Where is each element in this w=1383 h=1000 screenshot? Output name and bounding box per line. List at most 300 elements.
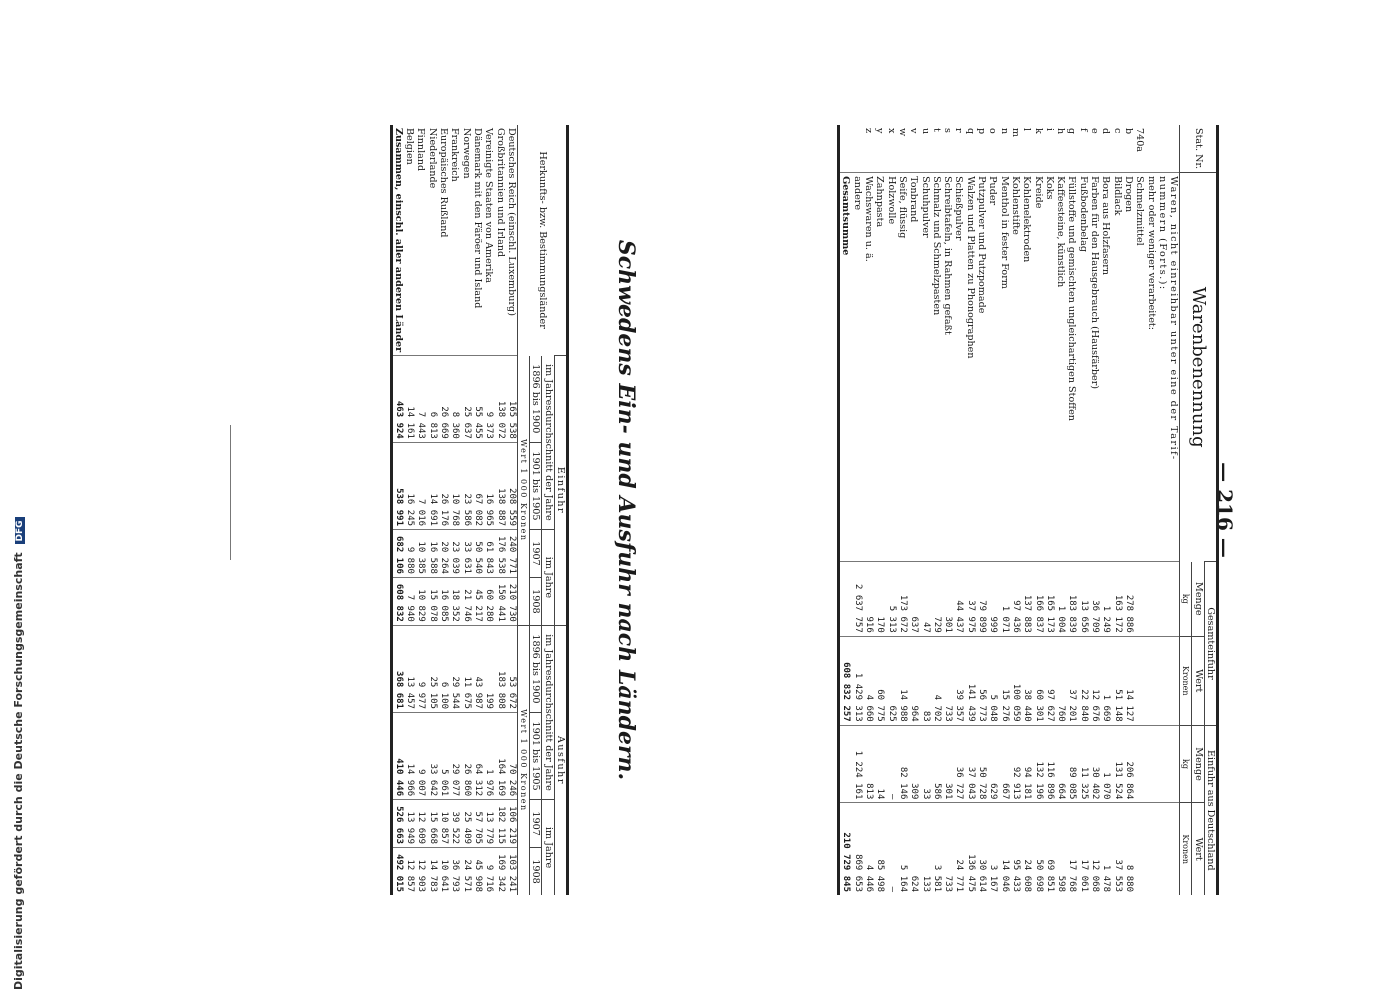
value-a1: 13 457 bbox=[404, 625, 415, 712]
value-e3: 33 631 bbox=[460, 530, 471, 578]
ware-name: Drogen bbox=[1123, 173, 1134, 562]
value-a3: 25 409 bbox=[460, 800, 471, 848]
table-row bbox=[998, 125, 1009, 895]
menge-de: 1 070 bbox=[1100, 725, 1111, 803]
total-w1: 608 832 257 bbox=[839, 636, 852, 725]
value-a2: 5 061 bbox=[438, 712, 449, 799]
total-m1 bbox=[839, 562, 852, 636]
stat-nr bbox=[852, 125, 863, 173]
menge-total: 2 637 757 bbox=[852, 562, 863, 636]
menge-de: 664 bbox=[1055, 725, 1066, 803]
menge-de: 50 728 bbox=[976, 725, 987, 803]
value-e1: 9 373 bbox=[483, 356, 494, 443]
ware-name: Fußbodenbelag bbox=[1077, 173, 1088, 562]
einfuhr-avg: im Jahresdurchschnitt der Jahre bbox=[542, 356, 554, 530]
table-row bbox=[1100, 125, 1111, 895]
goods-table-body bbox=[839, 125, 1180, 895]
menge-total: 13 656 bbox=[1077, 562, 1088, 636]
wert-total: 39 357 bbox=[953, 636, 964, 725]
value-a3: 13 949 bbox=[404, 800, 415, 848]
table-row bbox=[1066, 125, 1077, 895]
table-row bbox=[483, 125, 494, 895]
wert-total: 100 059 bbox=[1010, 636, 1021, 725]
value-e2: 138 887 bbox=[494, 442, 505, 529]
total-e4: 608 832 bbox=[391, 577, 404, 625]
wert-de: 69 851 bbox=[1044, 803, 1055, 895]
einfuhr-y1: 1907 bbox=[530, 530, 542, 578]
stat-nr: o bbox=[987, 128, 999, 134]
stat-nr: r bbox=[953, 128, 965, 133]
value-a2: 33 642 bbox=[426, 712, 437, 799]
ware-name: Kaffeesteine, künstlich bbox=[1055, 173, 1066, 562]
total-m2 bbox=[839, 725, 852, 803]
value-a1: 29 544 bbox=[449, 625, 460, 712]
wert-de: 136 475 bbox=[964, 803, 975, 895]
stat-nr: d bbox=[1100, 128, 1112, 135]
value-e4: 45 217 bbox=[472, 577, 483, 625]
menge-total: 183 839 bbox=[1066, 562, 1077, 636]
country-name: Vereinigte Staaten von Amerika bbox=[483, 128, 495, 283]
wert-de: 133 bbox=[919, 803, 930, 895]
wert-de: 30 614 bbox=[976, 803, 987, 895]
value-e3: 20 264 bbox=[438, 530, 449, 578]
ausfuhr-p2: 1901 bis 1905 bbox=[530, 712, 542, 799]
unit-kr-1: Kronen bbox=[1180, 636, 1192, 725]
value-a1: 11 675 bbox=[460, 625, 471, 712]
col-countries: Herkunfts- bzw. Bestimmungsländer bbox=[517, 125, 567, 356]
menge-total: 278 886 bbox=[1123, 562, 1134, 636]
stat-nr: z bbox=[863, 128, 875, 134]
section-title: Waren, nicht einreihbar unter eine der Tarif- bbox=[1168, 173, 1180, 562]
value-e4: 150 441 bbox=[494, 577, 505, 625]
menge-de: 586 bbox=[931, 725, 942, 803]
wert-de: 24 771 bbox=[953, 803, 964, 895]
section-sub3: Schmelzmittel bbox=[1134, 173, 1145, 562]
value-a2: 1 976 bbox=[483, 712, 494, 799]
value-e1: 165 538 bbox=[506, 356, 518, 443]
value-a4: 45 908 bbox=[472, 848, 483, 895]
wert-total: 51 148 bbox=[1111, 636, 1122, 725]
country-name: Europäisches Rußland bbox=[438, 128, 450, 238]
table-row bbox=[852, 125, 863, 895]
table-row bbox=[964, 125, 975, 895]
table-row bbox=[1010, 125, 1021, 895]
ware-name: Schmalz und Schmelzpasten bbox=[931, 173, 942, 562]
country-name: Norwegen bbox=[460, 128, 472, 179]
col-menge-1: Menge bbox=[1192, 562, 1204, 636]
menge-total: 137 883 bbox=[1021, 562, 1032, 636]
wert-de: 5 164 bbox=[897, 803, 908, 895]
table-row bbox=[931, 125, 942, 895]
menge-de: 89 085 bbox=[1066, 725, 1077, 803]
table-row bbox=[1055, 125, 1066, 895]
value-e3: 61 843 bbox=[483, 530, 494, 578]
value-e4: 7 940 bbox=[404, 577, 415, 625]
stat-nr: l bbox=[1021, 128, 1033, 132]
ausfuhr-unit: Wert 1 000 Kronen bbox=[517, 625, 529, 895]
table-row bbox=[897, 125, 908, 895]
stat-nr: v bbox=[908, 128, 920, 134]
menge-total: 163 172 bbox=[1111, 562, 1122, 636]
einfuhr-y2: 1908 bbox=[530, 577, 542, 625]
col-stat-nr: Stat. Nr. bbox=[1180, 125, 1218, 173]
wert-de: — bbox=[885, 803, 896, 895]
wert-de: 17 768 bbox=[1066, 803, 1077, 895]
value-a4: 14 783 bbox=[426, 848, 437, 895]
ware-name: Walzen und Platten zu Phonographen bbox=[964, 173, 975, 562]
country-name: Belgien bbox=[404, 128, 416, 165]
ware-name: Menthol in fester Form bbox=[998, 173, 1009, 562]
value-a3: 182 115 bbox=[494, 800, 505, 848]
wert-de: 598 bbox=[1055, 803, 1066, 895]
value-a3: 13 779 bbox=[483, 800, 494, 848]
col-ausfuhr: Ausfuhr bbox=[554, 625, 567, 895]
value-a1: 199 bbox=[483, 625, 494, 712]
table-row bbox=[1021, 125, 1032, 895]
value-e3: 9 880 bbox=[404, 530, 415, 578]
menge-total: 97 436 bbox=[1010, 562, 1021, 636]
table-row bbox=[1089, 125, 1100, 895]
value-a1: 43 987 bbox=[472, 625, 483, 712]
ware-name: Kohlenelektroden bbox=[1021, 173, 1032, 562]
col-einfuhr-deutschland: Einfuhr aus Deutschland bbox=[1204, 725, 1217, 895]
menge-total: 170 bbox=[874, 562, 885, 636]
stat-nr: k bbox=[1032, 128, 1044, 134]
ware-name: Putzpulver und Putzpomade bbox=[976, 173, 987, 562]
menge-total: 1 004 bbox=[1055, 562, 1066, 636]
value-e3: 240 771 bbox=[506, 530, 518, 578]
einfuhr-year: im Jahre bbox=[542, 530, 554, 626]
total-w2: 210 729 845 bbox=[839, 803, 852, 895]
value-e4: 15 078 bbox=[426, 577, 437, 625]
value-e1: 14 161 bbox=[404, 356, 415, 443]
value-a3: 12 609 bbox=[415, 800, 426, 848]
menge-total: 916 bbox=[863, 562, 874, 636]
section-sub1: nummern (Forts.): bbox=[1157, 173, 1168, 562]
value-e2: 10 768 bbox=[449, 442, 460, 529]
menge-total: 36 709 bbox=[1089, 562, 1100, 636]
menge-total: 165 173 bbox=[1044, 562, 1055, 636]
menge-de: 1 224 161 bbox=[852, 725, 863, 803]
value-e2: 16 245 bbox=[404, 442, 415, 529]
goods-table bbox=[837, 125, 1219, 895]
value-a4: 10 641 bbox=[438, 848, 449, 895]
value-e3: 176 538 bbox=[494, 530, 505, 578]
ware-name: Koks bbox=[1044, 173, 1055, 562]
table-row bbox=[874, 125, 885, 895]
menge-total: 1 249 bbox=[1100, 562, 1111, 636]
menge-total: 5 313 bbox=[885, 562, 896, 636]
menge-de: 30 402 bbox=[1089, 725, 1100, 803]
country-name: Niederlande bbox=[426, 128, 438, 189]
value-a2: 14 966 bbox=[404, 712, 415, 799]
menge-total: 44 437 bbox=[953, 562, 964, 636]
wert-total: 760 bbox=[1055, 636, 1066, 725]
value-e1: 138 072 bbox=[494, 356, 505, 443]
wert-total: 15 276 bbox=[998, 636, 1009, 725]
menge-de: 36 727 bbox=[953, 725, 964, 803]
value-e4: 21 746 bbox=[460, 577, 471, 625]
menge-de: 132 196 bbox=[1032, 725, 1043, 803]
ware-name: Bora aus Holzfasern bbox=[1100, 173, 1111, 562]
rotated-page bbox=[237, 115, 1237, 905]
ausfuhr-y1: 1907 bbox=[530, 800, 542, 848]
menge-total: 37 975 bbox=[964, 562, 975, 636]
value-a3: 57 705 bbox=[472, 800, 483, 848]
section-sub2: mehr oder weniger verarbeitet: bbox=[1145, 173, 1156, 562]
wert-de: 8 880 bbox=[1123, 803, 1134, 895]
value-e1: 26 669 bbox=[438, 356, 449, 443]
value-a4: 169 342 bbox=[494, 848, 505, 895]
wert-total: 12 676 bbox=[1089, 636, 1100, 725]
value-e1: 6 813 bbox=[426, 356, 437, 443]
wert-total: 60 301 bbox=[1032, 636, 1043, 725]
einfuhr-p2: 1901 bis 1905 bbox=[530, 442, 542, 529]
total-label: Gesamtsumme bbox=[839, 173, 852, 562]
value-e4: 60 280 bbox=[483, 577, 494, 625]
wert-de: 3 167 bbox=[987, 803, 998, 895]
value-a2: 70 246 bbox=[506, 712, 518, 799]
ware-name: Zahnpasta bbox=[874, 173, 885, 562]
value-a3: 106 219 bbox=[506, 800, 518, 848]
table-row bbox=[1111, 125, 1122, 895]
total-name: Zusammen, einschl. aller anderen Länder bbox=[391, 125, 404, 356]
table-row bbox=[494, 125, 505, 895]
menge-total: 47 bbox=[919, 562, 930, 636]
wert-total: 733 bbox=[942, 636, 953, 725]
value-a3: 39 522 bbox=[449, 800, 460, 848]
ausfuhr-avg: im Jahresdurchschnitt der Jahre bbox=[542, 625, 554, 799]
unit-kg-1: kg bbox=[1180, 562, 1192, 636]
value-e2: 16 965 bbox=[483, 442, 494, 529]
stat-nr: h bbox=[1055, 128, 1067, 135]
total-row bbox=[391, 125, 404, 895]
unit-kg-2: kg bbox=[1180, 725, 1192, 803]
stat-nr: m bbox=[1009, 128, 1021, 138]
menge-total: 1 071 bbox=[998, 562, 1009, 636]
ware-name: Kreide bbox=[1032, 173, 1043, 562]
menge-total: 729 bbox=[931, 562, 942, 636]
table-row bbox=[1077, 125, 1088, 895]
value-a4: 12 857 bbox=[404, 848, 415, 895]
wert-total: 60 775 bbox=[874, 636, 885, 725]
ware-name: Holzwolle bbox=[885, 173, 896, 562]
value-a1: 53 672 bbox=[506, 625, 518, 712]
table-row bbox=[1044, 125, 1055, 895]
value-a4: 103 241 bbox=[506, 848, 518, 895]
value-e4: 210 730 bbox=[506, 577, 518, 625]
wert-total: 97 627 bbox=[1044, 636, 1055, 725]
value-a2: 26 860 bbox=[460, 712, 471, 799]
ausfuhr-p1: 1896 bis 1900 bbox=[530, 625, 542, 712]
col-einfuhr: Einfuhr bbox=[554, 356, 567, 626]
country-name: Frankreich bbox=[449, 128, 461, 182]
value-a1: 9 977 bbox=[415, 625, 426, 712]
table-row bbox=[449, 125, 460, 895]
table-row bbox=[460, 125, 471, 895]
menge-de: 131 524 bbox=[1111, 725, 1122, 803]
value-a4: 36 793 bbox=[449, 848, 460, 895]
total-e2: 538 991 bbox=[391, 442, 404, 529]
ware-name: Farben für den Hausgebrauch (Hausfärber) bbox=[1089, 173, 1100, 562]
table-row bbox=[1123, 125, 1134, 895]
stat-nr: q bbox=[964, 128, 976, 135]
value-a3: 15 668 bbox=[426, 800, 437, 848]
value-a4: 24 571 bbox=[460, 848, 471, 895]
table-row bbox=[919, 125, 930, 895]
total-a3: 526 663 bbox=[391, 800, 404, 848]
ware-name: Tonbrand bbox=[908, 173, 919, 562]
wert-total: 141 439 bbox=[964, 636, 975, 725]
wert-de: 17 061 bbox=[1077, 803, 1088, 895]
total-a1: 368 681 bbox=[391, 625, 404, 712]
menge-de: 11 325 bbox=[1077, 725, 1088, 803]
stat-nr: w bbox=[896, 128, 908, 137]
menge-de: 629 bbox=[987, 725, 998, 803]
stat-nr: y bbox=[874, 128, 886, 134]
value-a1: 183 808 bbox=[494, 625, 505, 712]
einfuhr-unit: Wert 1 000 Kronen bbox=[517, 356, 529, 626]
menge-total: 637 bbox=[908, 562, 919, 636]
col-warenbenennung: Warenbenennung bbox=[1180, 173, 1218, 562]
menge-de: 667 bbox=[998, 725, 1009, 803]
table-row bbox=[415, 125, 426, 895]
country-name: Finnland bbox=[415, 128, 427, 172]
table-row bbox=[863, 125, 874, 895]
wert-total: 37 201 bbox=[1066, 636, 1077, 725]
wert-de: 37 553 bbox=[1111, 803, 1122, 895]
footer-text: Digitalisierung gefördert durch die Deutsche Forschungsgemeinschaft bbox=[12, 552, 25, 990]
value-e2: 26 176 bbox=[438, 442, 449, 529]
wert-total: 4 702 bbox=[931, 636, 942, 725]
wert-total: 1 669 bbox=[1100, 636, 1111, 725]
menge-de: 94 181 bbox=[1021, 725, 1032, 803]
stat-nr: b bbox=[1122, 128, 1134, 135]
stat-nr: c bbox=[1111, 128, 1123, 134]
wert-total: 4 660 bbox=[863, 636, 874, 725]
total-row bbox=[839, 125, 852, 895]
menge-de: 813 bbox=[863, 725, 874, 803]
stat-nr: x bbox=[885, 128, 897, 134]
wert-de: 95 433 bbox=[1010, 803, 1021, 895]
wert-de: 869 653 bbox=[852, 803, 863, 895]
ware-name: Schießpulver bbox=[953, 173, 964, 562]
wert-de: 3 581 bbox=[931, 803, 942, 895]
countries-table-body bbox=[391, 125, 517, 895]
wert-total: 964 bbox=[908, 636, 919, 725]
menge-de: 14 bbox=[874, 725, 885, 803]
value-a2: 29 077 bbox=[449, 712, 460, 799]
wert-total: 1 429 313 bbox=[852, 636, 863, 725]
menge-total: 301 bbox=[942, 562, 953, 636]
stat-nr: p bbox=[976, 128, 988, 135]
value-e4: 10 829 bbox=[415, 577, 426, 625]
table-row bbox=[404, 125, 415, 895]
ware-name: Seife, flüssig bbox=[897, 173, 908, 562]
table-row bbox=[1032, 125, 1043, 895]
wert-de: 4 446 bbox=[863, 803, 874, 895]
menge-de: 116 896 bbox=[1044, 725, 1055, 803]
einfuhr-p1: 1896 bis 1900 bbox=[530, 356, 542, 443]
ware-name: andere bbox=[852, 173, 863, 562]
value-a1: 25 105 bbox=[426, 625, 437, 712]
table-row bbox=[472, 125, 483, 895]
table-row bbox=[976, 125, 987, 895]
footer bbox=[12, 517, 25, 990]
unit-kr-2: Kronen bbox=[1180, 803, 1192, 895]
page-number: — 216 — bbox=[1213, 462, 1237, 558]
ausfuhr-y2: 1908 bbox=[530, 848, 542, 895]
stat-nr: i bbox=[1043, 128, 1055, 132]
value-e3: 23 039 bbox=[449, 530, 460, 578]
stat-nr: g bbox=[1066, 128, 1078, 135]
ware-name: Schuhpulver bbox=[919, 173, 930, 562]
countries-title: Schwedens Ein- und Ausfuhr nach Ländern. bbox=[613, 239, 639, 781]
value-e3: 16 588 bbox=[426, 530, 437, 578]
table-row bbox=[438, 125, 449, 895]
wert-total: 14 988 bbox=[897, 636, 908, 725]
table-row bbox=[953, 125, 964, 895]
value-a3: 10 857 bbox=[438, 800, 449, 848]
value-a4: 12 903 bbox=[415, 848, 426, 895]
col-wert-1: Wert bbox=[1192, 636, 1204, 725]
value-e1: 55 455 bbox=[472, 356, 483, 443]
total-e3: 682 106 bbox=[391, 530, 404, 578]
wert-de: 24 608 bbox=[1021, 803, 1032, 895]
stat-nr: n bbox=[998, 128, 1010, 135]
menge-de: 92 913 bbox=[1010, 725, 1021, 803]
ware-name: Bildlack bbox=[1111, 173, 1122, 562]
wert-de: 624 bbox=[908, 803, 919, 895]
wert-total: 38 440 bbox=[1021, 636, 1032, 725]
wert-de: 50 698 bbox=[1032, 803, 1043, 895]
countries-table bbox=[390, 125, 569, 895]
menge-de: 309 bbox=[908, 725, 919, 803]
wert-de: 14 046 bbox=[998, 803, 1009, 895]
wert-total: 83 bbox=[919, 636, 930, 725]
value-a4: 9 716 bbox=[483, 848, 494, 895]
group-nr: 740a bbox=[1134, 128, 1146, 153]
col-menge-2: Menge bbox=[1192, 725, 1204, 803]
value-e1: 7 443 bbox=[415, 356, 426, 443]
total-e1: 463 924 bbox=[391, 356, 404, 443]
country-name: Großbritannien und Irland bbox=[494, 128, 506, 258]
stat-nr: e bbox=[1089, 128, 1101, 134]
wert-total: 22 840 bbox=[1077, 636, 1088, 725]
wert-de: 733 bbox=[942, 803, 953, 895]
country-name: Deutsches Reich (einschl. Luxemburg) bbox=[505, 128, 517, 316]
ausfuhr-year: im Jahre bbox=[542, 800, 554, 895]
value-e2: 208 559 bbox=[506, 442, 518, 529]
value-a1: 6 100 bbox=[438, 625, 449, 712]
menge-total: 999 bbox=[987, 562, 998, 636]
table-row bbox=[885, 125, 896, 895]
country-name: Dänemark mit den Färöer und Island bbox=[471, 128, 483, 309]
value-e4: 16 085 bbox=[438, 577, 449, 625]
table-row bbox=[987, 125, 998, 895]
stat-nr: t bbox=[930, 128, 942, 132]
value-a2: 164 169 bbox=[494, 712, 505, 799]
dfg-logo: DFG bbox=[15, 517, 25, 544]
col-wert-2: Wert bbox=[1192, 803, 1204, 895]
value-a2: 9 007 bbox=[415, 712, 426, 799]
value-e2: 67 082 bbox=[472, 442, 483, 529]
ware-name: Kohlenstifte bbox=[1010, 173, 1021, 562]
table-row bbox=[942, 125, 953, 895]
wert-de: 85 498 bbox=[874, 803, 885, 895]
menge-total: 166 837 bbox=[1032, 562, 1043, 636]
menge-de: 301 bbox=[942, 725, 953, 803]
